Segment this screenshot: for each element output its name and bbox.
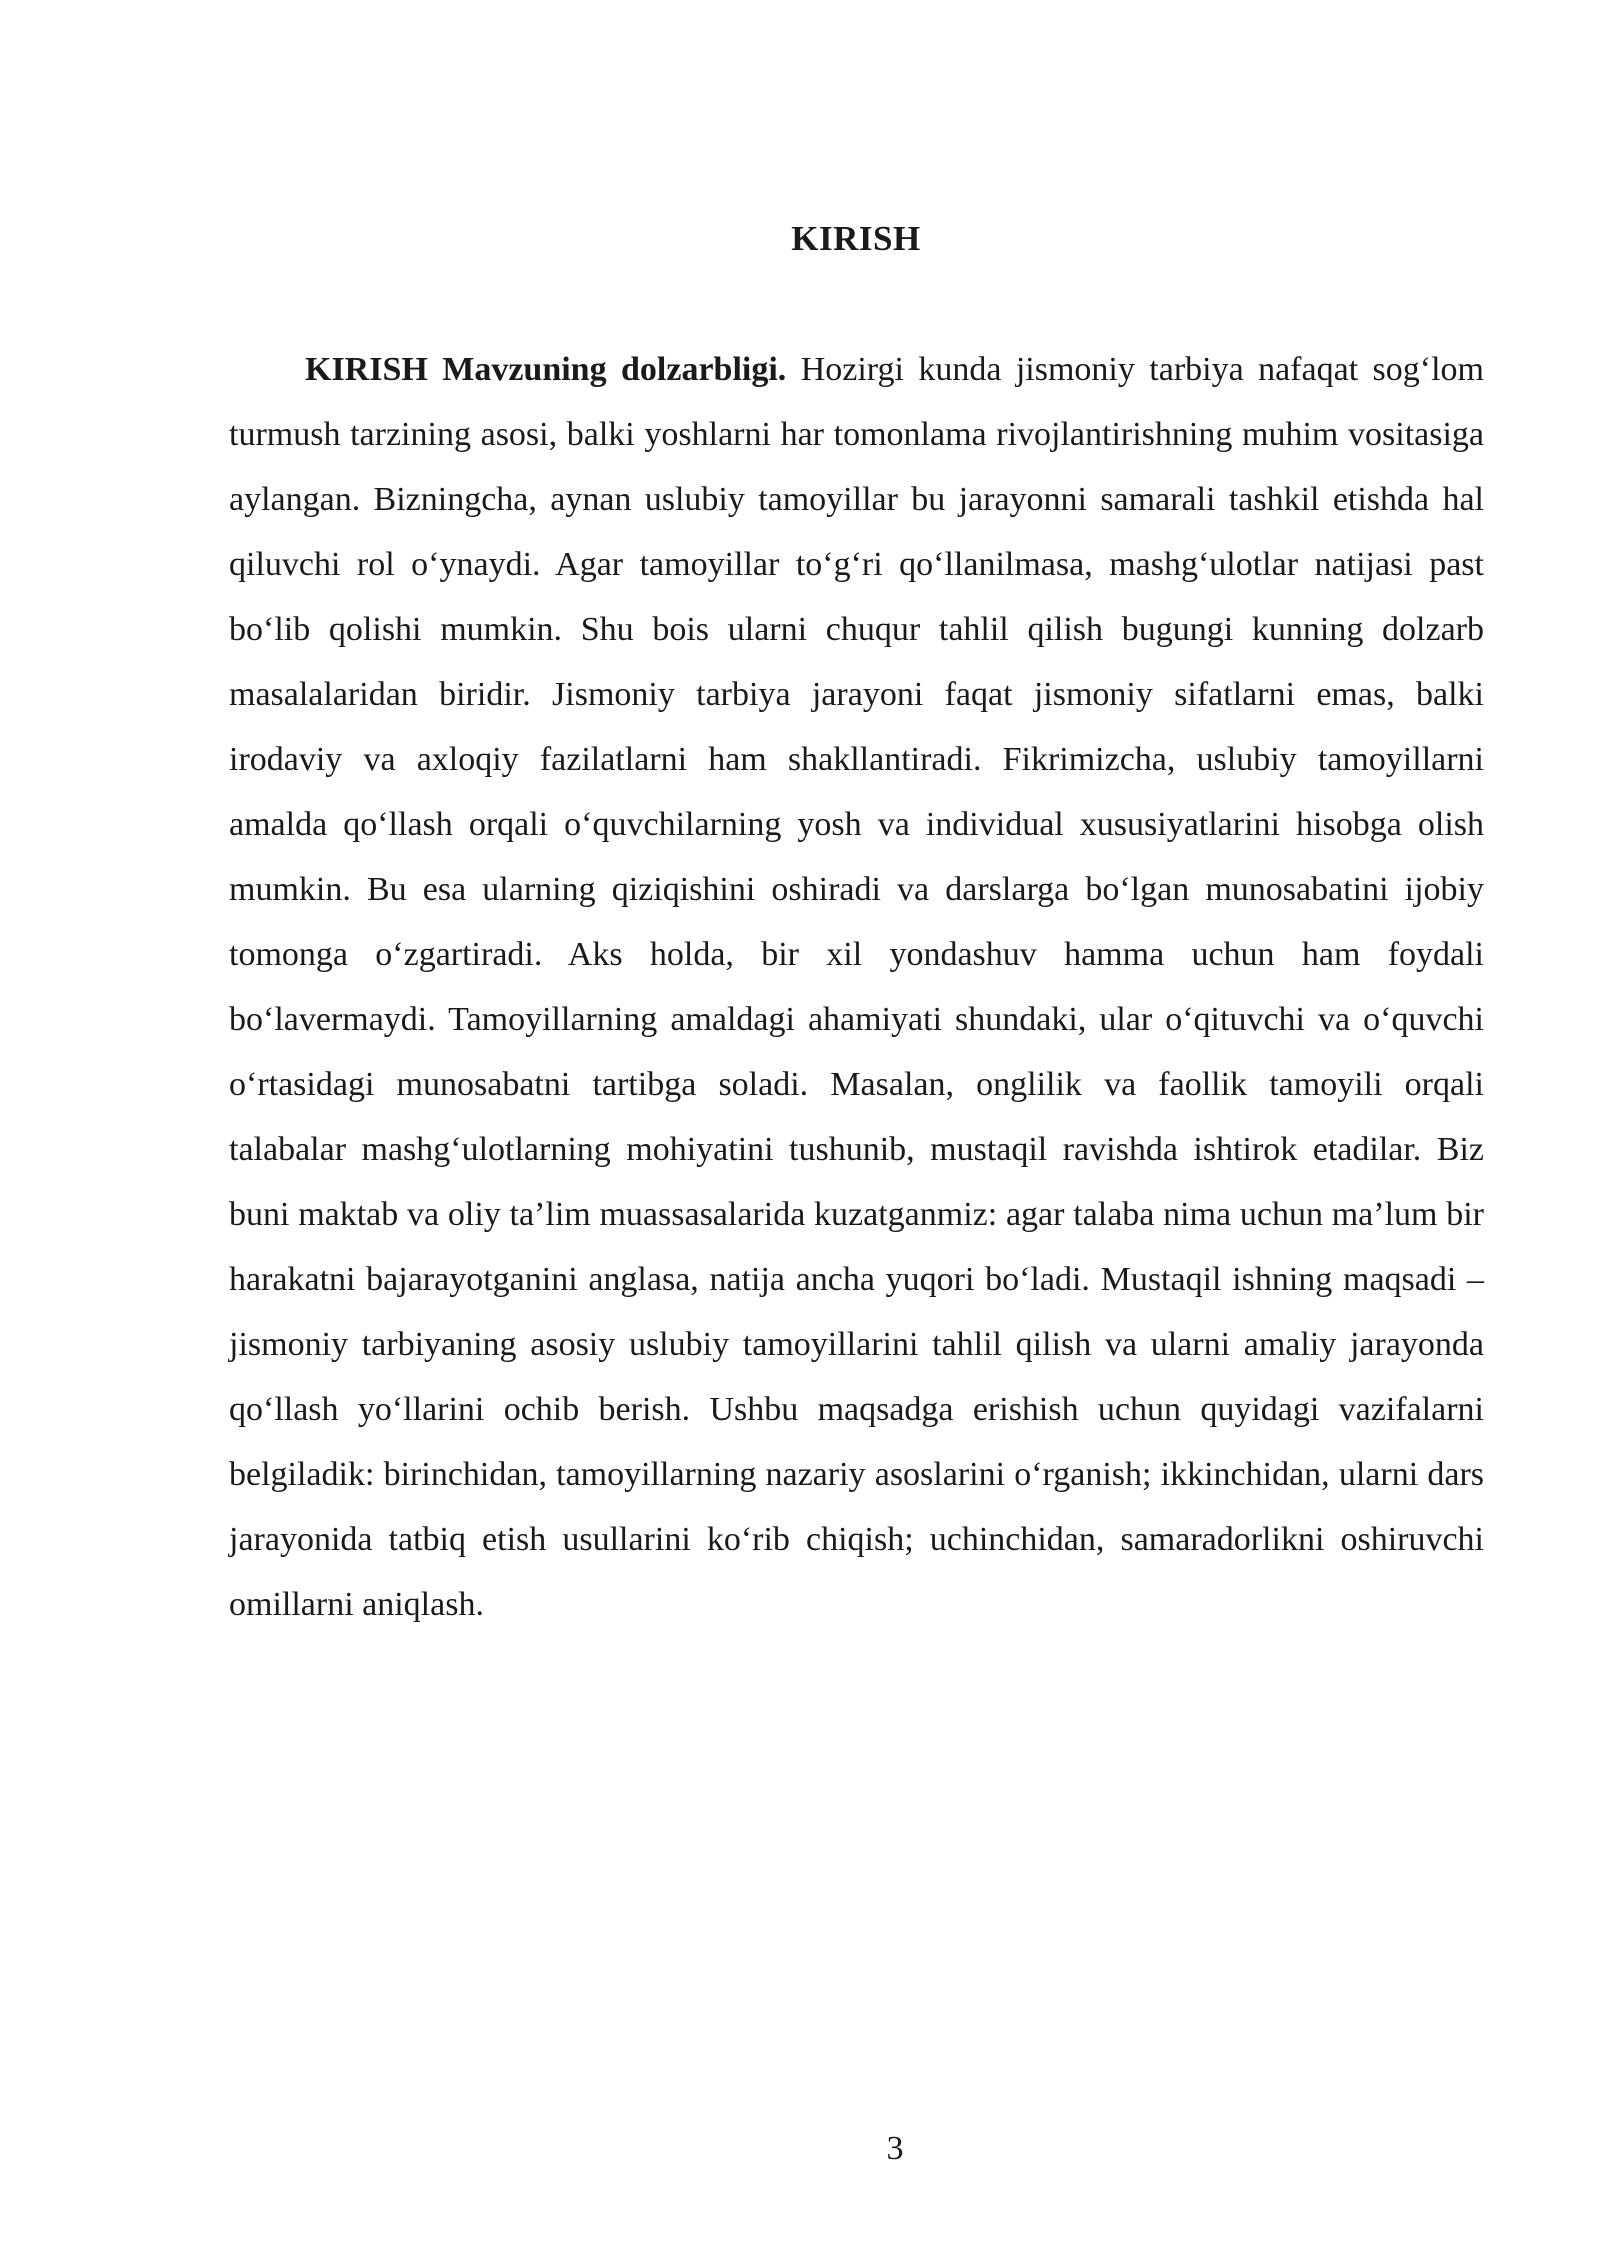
- paragraph-text: Hozirgi kunda jismoniy tarbiya nafaqat sog‘lom turmush tarzining asosi, balki yoshlarni har tomonlama rivojlantirishning muhim vositasiga aylangan. Bizningcha, aynan uslubiy tamoyillar bu jarayonni samarali tashkil etishda hal qiluvchi rol o‘ynaydi. Agar tamoyillar to‘g‘ri qo‘llanilmasa, mashg‘ulotlar natijasi past bo‘lib qolishi mumkin. Shu bois ularni chuqur tahlil qilish bugungi kunning dolzarb masalalaridan biridir. Jismoniy tarbiya jarayoni faqat jismoniy sifatlarni emas, balki irodaviy va axloqiy fazilatlarni ham shakllantiradi. Fikrimizcha, uslubiy tamoyillarni amalda qo‘llash orqali o‘quvchilarning yosh va individual xususiyatlarini hisobga olish mumkin. Bu esa ularning qiziqishini oshiradi va darslarga bo‘lgan munosabatini ijobiy tomonga o‘zgartiradi. Aks holda, bir xil yondashuv hamma uchun ham foydali bo‘lavermaydi. Tamoyillarning amaldagi ahamiyati shundaki, ular o‘qituvchi va o‘quvchi o‘rtasidagi munosabatni tartibga soladi. Masalan, onglilik va faollik tamoyili orqali talabalar mashg‘ulotlarning mohiyatini tushunib, mustaqil ravishda ishtirok etadilar. Biz buni maktab va oliy ta’lim muassasalarida kuzatganmiz: agar talaba nima uchun ma’lum bir harakatni bajarayotganini anglasa, natija ancha yuqori bo‘ladi. Mustaqil ishning maqsadi – jismoniy tarbiyaning asosiy uslubiy tamoyillarini tahlil qilish va ularni amaliy jarayonda qo‘llash yo‘llarini ochib berish. Ushbu maqsadga erishish uchun quyidagi vazifalarni belgiladik: birinchidan, tamoyillarning nazariy asoslarini o‘rganish; ikkinchidan, ularni dars jarayonida tatbiq etish usullarini ko‘rib chiqish; uchinchidan, samaradorlikni oshiruvchi omillarni aniqlash.: [229, 351, 1484, 1623]
- body-paragraph: [229, 337, 1484, 1637]
- page-heading: KIRISH: [791, 219, 921, 258]
- paragraph-lead: KIRISH Mavzuning dolzarbligi.: [305, 351, 787, 388]
- page-number: 3: [886, 2130, 904, 2167]
